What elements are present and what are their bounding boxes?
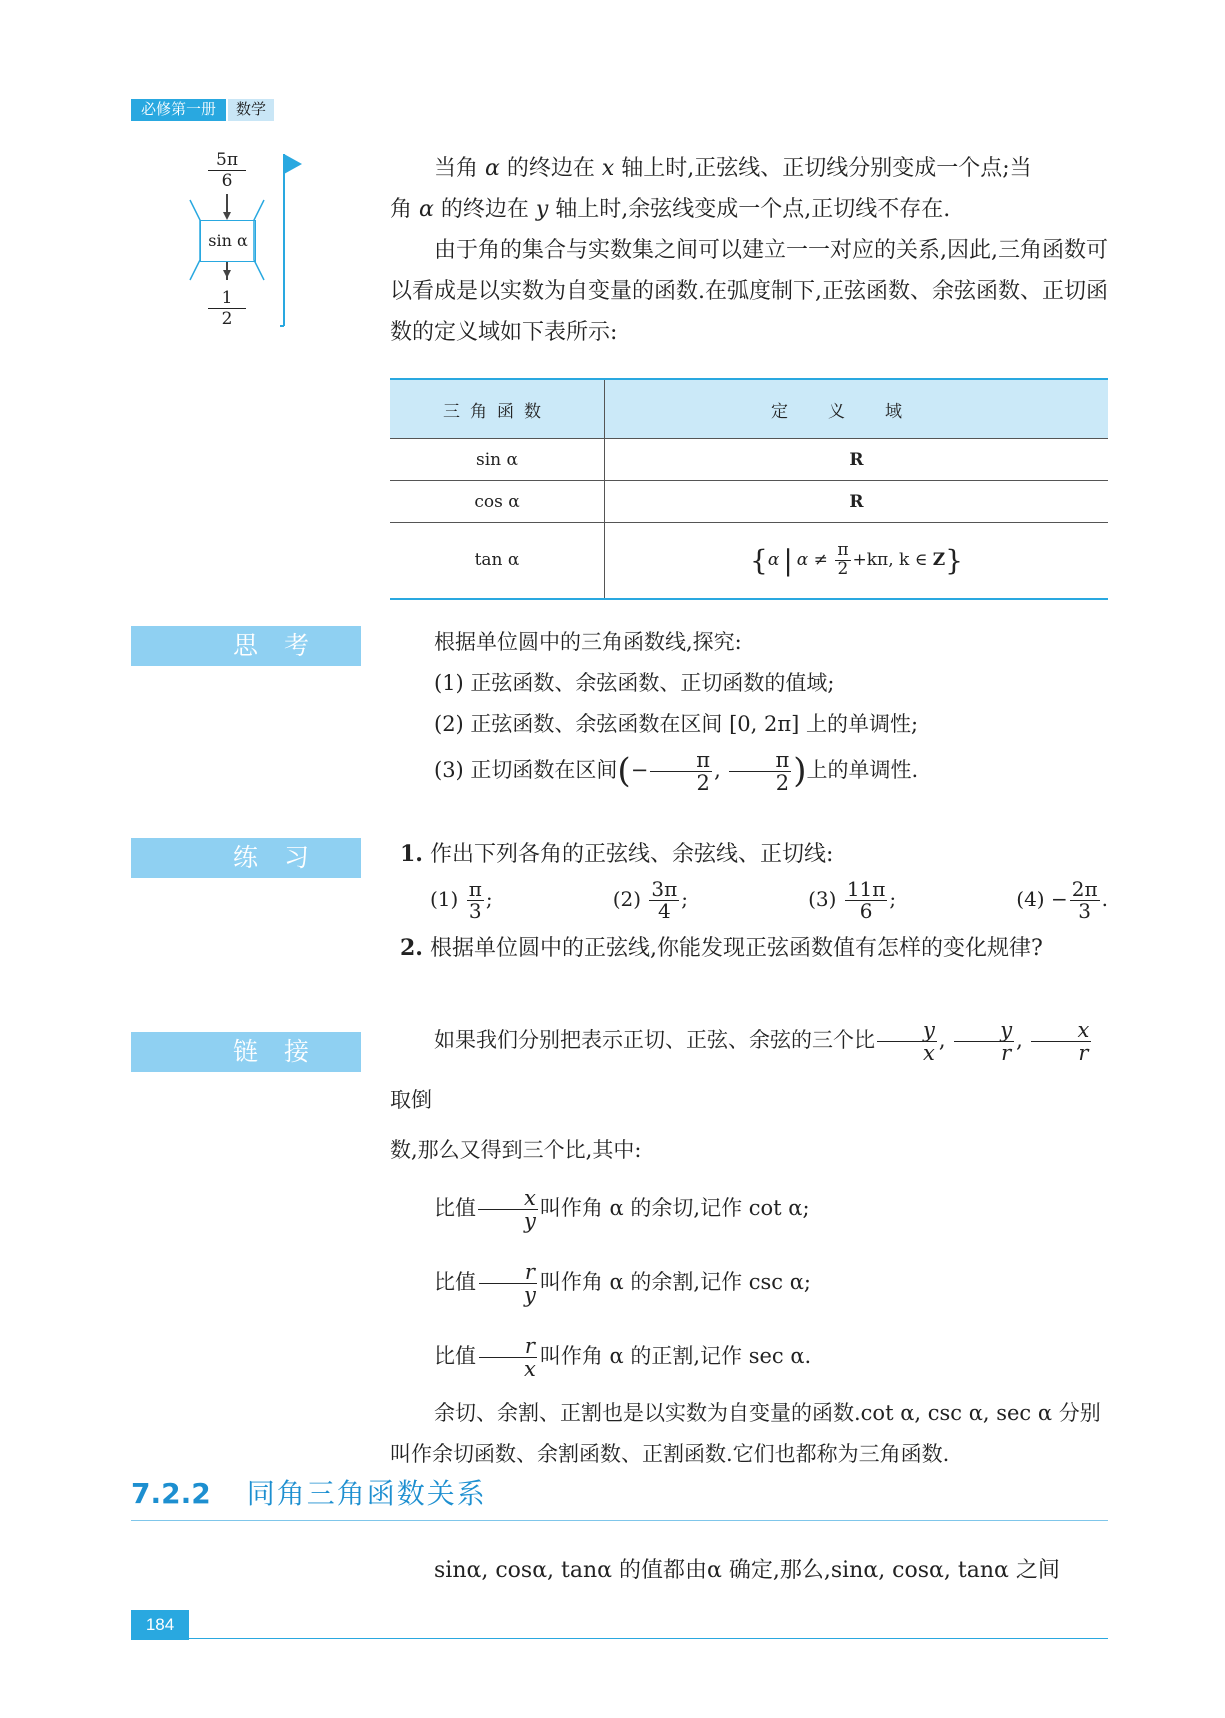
table-row: cos α R: [390, 481, 1108, 523]
practice-item: (2) $\frac{3\pi}{4}$ ;: [612, 877, 689, 923]
intro-p2: 由于角的集合与实数集之间可以建立一一对应的关系,因此,三角函数可以看成是以实数为自变量的函数.在弧度制下,正弦函数、余弦函数、正切函数的定义域如下表所示:: [390, 238, 1108, 345]
tan-domain-cell: {α | α ≠ $\frac{\pi}{2}$ +kπ, k ∈ Z}: [605, 523, 1109, 599]
link-tag: 链接: [131, 1032, 361, 1072]
practice-item: (3) $\frac{11\pi}{6}$ ;: [808, 877, 897, 923]
section-title: 同角三角函数关系: [246, 1477, 487, 1510]
table-header-domain: 定义域: [605, 379, 1109, 439]
subject-label: 数学: [228, 99, 274, 121]
table-header-function: 三角函数: [390, 379, 605, 439]
intro-p1: 当角 α 的终边在 x 轴上时,正弦线、正切线分别变成一个点;当: [434, 156, 1032, 181]
practice-item: (1) $\frac{\pi}{3}$ ;: [430, 877, 493, 923]
last-line: sinα, cosα, tanα 的值都由α 确定,那么,sinα, cosα, tanα 之间: [434, 1558, 1060, 1583]
flag-bracket: [280, 150, 316, 330]
header-tag: [131, 99, 274, 121]
footer-rule: [131, 1638, 1108, 1639]
intro-text: [390, 148, 1108, 353]
book-title: 必修第一册: [131, 99, 226, 121]
flow-input: $\frac{5\pi}{6}$: [208, 150, 246, 191]
domain-table: [390, 378, 1108, 600]
practice-items: [400, 879, 1108, 922]
practice-item: (4) − $\frac{2\pi}{3}$ .: [1016, 877, 1108, 923]
intro-p1-cont: 角 α 的终边在 y 轴上时,余弦线变成一个点,正切线不存在.: [390, 197, 951, 222]
page-number: 184: [131, 1610, 189, 1640]
section-heading: [131, 1472, 1108, 1521]
arrow-down-icon: [226, 262, 228, 280]
think-tag: 思考: [131, 626, 361, 666]
flow-function-box: sin α: [200, 220, 256, 262]
think-content: 根据单位圆中的三角函数线,探究: (1) 正弦函数、余弦函数、正切函数的值域; (2) 正弦函数、余弦函数在区间 [0, 2π] 上的单调性; (3) 正切函数在区间(− $\frac{\pi}{2}$ , $\frac{\pi}{2}$ )上的单调性.: [434, 630, 919, 796]
section-number: 7.2.2: [131, 1477, 211, 1510]
flow-output: $\frac{1}{2}$: [208, 288, 246, 329]
practice-tag: 练习: [131, 838, 361, 878]
link-content: 如果我们分别把表示正切、正弦、余弦的三个比 $\frac{y}{x}$ , $\frac{y}{r}$ , $\frac{x}{r}$ 取倒 数,那么又得到三个比,其中: 比值 $\frac{x}{y}$ 叫作角 α 的余切,记作 cot α; 比值 $\frac{r}{y}$ 叫作角 α 的余割,记作 csc α; 比值 $\frac{r}{x}$ 叫作角 α 的正割,记作 sec α. 余切、余割、正割也是以实数为自变量的函数.cot α, csc α, sec α 分别叫作余切函数、余割函数、正割函数.它们也都称为三角函数.: [390, 1017, 1101, 1466]
practice-content: 1. 作出下列各角的正弦线、余弦线、正切线: (1) $\frac{\pi}{3}$ ; (2) $\frac{3\pi}{4}$ ; (3) $\frac{11\pi}{6}$ ; (4) − $\frac{2\pi}{3}$ . 2. 根据单位圆中的正弦线,你能发现正弦函数值有怎样的变化规律?: [400, 841, 1108, 961]
table-row: tan α {α | α ≠ $\frac{\pi}{2}$ +kπ, k ∈ Z}: [390, 523, 1108, 599]
table-header: [390, 379, 1108, 439]
table-row: sin α R: [390, 439, 1108, 481]
